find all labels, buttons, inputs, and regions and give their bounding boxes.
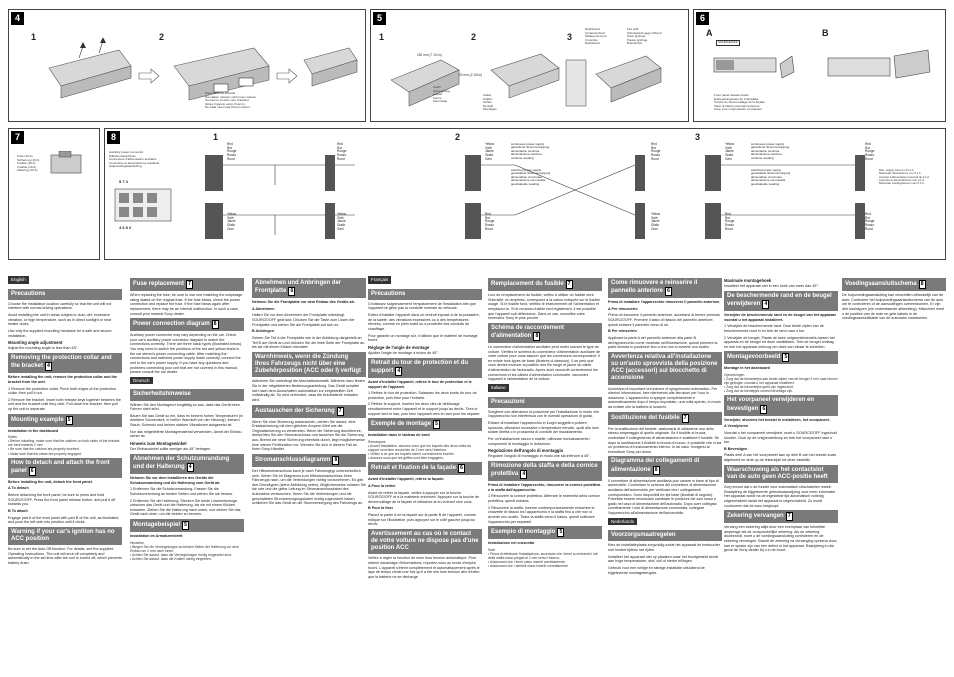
deutsch-fb-text: Setzen Sie Teil A der Frontplatte wie in der Abbildung dargestellt an Teil B am Gerät an und drücken Sie die linke Seite der Frontplatte an, bis sie mit einem Klicken einrastet. — [252, 335, 366, 350]
figure-6-label-a: A — [706, 28, 713, 38]
deutsch-fuse-heading-text: Austauschen der Sicherung — [255, 407, 335, 414]
francais-remove-heading-text: Retrait du tour de protection et du support — [371, 359, 468, 374]
nederlands-power-text: De hulpvoedingsaansluiting kan verschillen afhankelijk van de auto. Controleer het hulpvoedingsaansluitschema van de auto om te controleren of de aansluitingen overeenkomen. Er zijn drie basistypen (zie onderstaande afbeelding). Misschien moet u de posities van de rode en gele kabels in de voedingsaansluitkabel van de autoradio omwisselen. — [842, 293, 945, 321]
wire-red-1b: Red Rot Rouge Rosso Rood — [337, 142, 347, 161]
italiano-panel-text: Prima di installare l'apparecchio rimuovere il pannello anteriore. — [608, 300, 721, 305]
english-angle-text: Adjust the mounting angle to less than 45°. — [8, 346, 79, 351]
francais-remove-box: 4 — [395, 367, 402, 376]
nederlands-pb: B Bevestigen — [724, 446, 748, 451]
nederlands-mount-heading — [724, 351, 838, 364]
italiano-mount-notes: Note • Prima di effettuare l'installazione, accertarsi che i fermi su entrambi i lati della staffa siano piegati di 2 mm verso l'interno. • Assicurarsi che i fermi siano inseriti correttamente. • Assicurarsi che i dentelli siano inseriti correttamente. — [488, 547, 598, 569]
francais-power-heading-text: Schéma de raccordement d'alimentation — [491, 324, 565, 339]
english-detach-b: B To attach — [8, 508, 28, 513]
francais-remove-step-1: 1 Retirez le tour de protection. Saisissez les deux bords du tour de protection, puis tirez pour l'extraire. — [368, 391, 477, 400]
deutsch-power-heading-text: Stromanschlussdiagramm — [255, 456, 331, 463]
francais-fuse-heading — [488, 278, 602, 291]
deutsch-remove-box: 4 — [187, 463, 194, 472]
figure-5-dim-height: 53 mm (2 1/8 in) — [459, 73, 483, 77]
english-detach-box: 6 — [29, 467, 36, 476]
english-mount-heading-text: Mounting example — [11, 416, 64, 423]
italiano-fuse-text: Per la sostituzione del fusibile, assicurarsi di utilizzarne uno dello stesso amperaggio di quello originale. Se il fusibile si brucia, controllare il collegamento di alimentazione e sostituire il fusibile. Se dopo la sostituzione il fusibile si brucia di nuovo, è possibile che vi sia un problema di funzionamento interno. In tal caso, rivolgersi al rivenditore Sony più vicino. — [608, 426, 722, 454]
source-off-label: SOURCE/OFF — [718, 40, 738, 44]
francais-angle-text: Ajustez l'angle de montage à moins de 45°. — [368, 351, 439, 356]
english-power-text: Auxiliary power connector may vary depending on the car. Check your car's auxiliary power connector diagram to match the connections correctly. There are three basic types (illustrated below). You may need to switch the positions of the red and yellow leads in the car stereo's power connecting cable. After matching the connections and switched power supply leads correctly, connect the unit to the car's power supply. If you have any questions and problems connecting your unit that are not covered in this manual, please consult the car dealer. — [130, 333, 243, 375]
english-fuse-heading — [130, 278, 244, 291]
nederlands-panel-heading — [724, 395, 838, 415]
francais-prec-heading: Précautions — [368, 289, 482, 300]
figure-4-step-2: 2 — [159, 32, 165, 42]
figure-5-catch: Catch Verriegelung Loquet Fermo Klemmetje — [433, 85, 450, 104]
connector-illustration — [111, 179, 195, 249]
italiano-panel-box: 6 — [665, 287, 672, 296]
wire-red-3b: Red Rot Rouge Rosso Rood — [865, 142, 875, 161]
english-prec-2: Avoid installing the unit in areas subject to dust, dirt, excessive vibration, or high temperature, such as in direct sunlight or near heater ducts. — [8, 313, 112, 327]
italiano-fuse-heading-text: Sostituzione del fusibile — [611, 414, 680, 421]
nederlands-mount-notes: Opmerkingen • Zorg dat de klemmetjes aan beide zijden van de beugel 2 mm naar binnen zijn gebogen voordat u het apparaat installeert. • Zorg dat de klemmetjes goed zijn ingebracht. • Zorg dat de klemlipjes correct bevestigd zijn. — [724, 373, 838, 394]
italiano-pa: A Per rimuoverlo — [608, 306, 638, 311]
italiano-remove-heading-text: Rimozione della staffa e della cornice protettiva — [491, 463, 598, 478]
deutsch-mount-box: 5 — [182, 521, 189, 530]
nederlands-fuse-box: 7 — [786, 512, 793, 521]
figure-8-note-3: Max. supply current of 0.1 A Maximaler Speisestrom von 0,1 A Courant d'alimentation maximal de 0,1 A Corrente di alimentazione max 0,1 A Maximale voedingsstroom van 0,1 A — [879, 168, 930, 186]
english-mount-notes: Notes • Before installing, make sure that the catches on both sides of the bracket are bent inwards 2 mm. • Be sure that the catches are properly inserted. • Make sure that the claws are properly engaged. — [8, 435, 120, 456]
figure-7-panel — [8, 128, 100, 260]
francais-fb: B Pour la fixer — [368, 506, 394, 511]
nederlands-pb-text: Plaats deel A van het voorpaneel aan op deel B van het toestel zoals afgebeeld en druk op de linkerzijde tot deze vastklikt. — [724, 453, 837, 463]
english-detach-b-text: Engage part A of the front panel with part B of the unit, as illustrated, and push the left side into position until it clicks. — [8, 515, 120, 525]
nederlands-warning-text: Zorg ervoor dat u de functie voor automatisch uitschakelen instelt. Raadpleeg de bijgeleverde gebruiksaanwijzing voor meer informatie. Het apparaat wordt na de ingestelde tijd automatisch volledig uitgeschakeld nadat het apparaat is uitgeschakeld. Zo wordt voorkomen dat de accu leegloopt. — [724, 485, 836, 508]
nederlands-prec-1: Kies de installatieplaats zorgvuldig zodat het apparaat de bestuurder niet hindert tijdens het rijden. — [608, 543, 720, 553]
wire-red-2a: Red Rot Rouge Rosso Rood — [485, 212, 495, 231]
english-mount-box: 5 — [66, 416, 73, 425]
figure-8-step-2: 2 — [455, 132, 461, 142]
nederlands-fuse-text: Vervang een zekering altijd door een exemplaar van hetzelfde amperage als de oorspronkelijke zekering. Als de zekering doorbrandt, moet u de voedingsaansluiting controleren en de zekering vervangen. Brandt de zekering na vervanging opnieuw door, kan er sprake zijn van een defect in het apparaat. Raadpleeg in dat geval de Sony-dealer bij u in de buurt. — [724, 525, 838, 553]
english-remove-step-2: 2 Remove the bracket. Insert both release keys together between the unit and the bracket until they click. Pull down the bracket, then pull up the unit to separate. — [8, 397, 121, 411]
francais-facade-heading-text: Retrait et fixation de la façade — [371, 465, 457, 472]
deutsch-fuse-box: 7 — [337, 407, 344, 416]
francais-mount-notes: Remarques • Avant l'installation, assurez-vous que les loquets des deux côtés du support sont bien recourbés de 2 mm vers l'intérieur. • Veillez à ce que les loquets soient correctement insérés. • Assurez-vous que les griffes sont bien engagées. — [368, 439, 472, 461]
nederlands-power-box: 8 — [919, 280, 926, 289]
english-warning-text: Be sure to set the Auto Off function. For details, see the supplied Operating Instructions. The unit will shut off completely and automatically in the set time after the unit is turned off, which prevents battery drain. — [8, 547, 122, 566]
francais-fa: A Pour la retirer — [368, 483, 396, 488]
figure-5-claws: Claws Krallen Griffes Dentelli Klemlipjes — [483, 93, 497, 112]
wire-yellow-2b: Yellow Gelb Jaune Giallo Geel — [651, 212, 661, 231]
deutsch-safety-heading: Sicherheitshinweise — [130, 389, 244, 400]
nederlands-prec-2: Installeer het apparaat niet op plaatsen waar het blootgesteld wordt aan hoge temperaturen, stof, vuil of sterke trillingen. — [608, 554, 718, 564]
english-remove-step-1: 1 Remove the protection collar. Pinch both edges of the protection collar, then pull it out. — [8, 386, 116, 396]
italiano-pb-text: Applicare la parte A del pannello anteriore alla parte B dell'apparecchio come mostrato nell'illustrazione, quindi premere la parte sinistra in posizione fino a che non si avverte uno scatto. — [608, 335, 718, 350]
english-fuse-text: When replacing the fuse, be sure to use one matching the amperage rating stated on the original fuse. If the fuse blows, check the power connection and replace the fuse. If the fuse blows again after replacement, there may be an internal malfunction. In such a case, consult your nearest Sony dealer. — [130, 293, 243, 316]
deutsch-angle-text: Der Einbauwinkel sollte weniger als 45° betragen. — [130, 447, 212, 452]
figure-5-step-3: 3 — [567, 32, 573, 42]
figure-6-number: 6 — [696, 12, 709, 25]
nederlands-remove-text: Verwijder de beschermende rand en de beugel van het apparaat voordat u het apparaat installeert. — [724, 313, 836, 322]
deutsch-warning-text: Aktivieren Sie unbedingt die Abschaltautomatik. Näheres dazu finden Sie in der mitgelieferten Bedienungsanleitung. Das Gerät schaltet sich nach dem Ausschalten automatisch zur eingestellten Zeit vollständig ab. So wird verhindert, dass die Autobatterie entladen wird. — [252, 379, 365, 402]
nederlands-panel-heading-text: Het voorpaneel verwijderen en bevestigen — [727, 397, 815, 412]
nederlands-pa-text: Voordat u het voorpaneel verwijdert, moet u SOURCE/OFF ingedrukt houden. Druk op de ontgrendelknop en trek het voorpaneel naar u toe. — [724, 430, 837, 445]
italiano-prec-2: Evitare di installare l'apparecchio in luoghi soggetti a polvere, sporcizia, vibrazioni eccessive o temperature elevate, quali alla luce solare diretta o in prossimità di condotti del riscaldamento. — [488, 421, 599, 435]
italiano-prec-1: Scegliere con attenzione la posizione per l'installazione in modo che l'apparecchio non interferisca con le normali operazioni di guida. — [488, 409, 600, 419]
deutsch-fa: A Abnehmen — [252, 306, 275, 311]
francais-facade-text: Avant d'installer l'appareil, retirez la façade. — [368, 477, 445, 482]
column-francais-1 — [368, 276, 482, 582]
wire-red-1a: Red Rot Rouge Rosso Rood — [227, 142, 237, 161]
deutsch-remove-heading-text: Abnehmen der Schutzumrandung und der Halterung — [133, 455, 230, 470]
deutsch-safety-1: Wählen Sie den Montageort sorgfältig so aus, dass das Gerät beim Fahren nicht stört. — [130, 402, 240, 412]
francais-prec-3: Pour garantir un montage sûr, n'utilisez que le matériel de montage fourni. — [368, 333, 478, 343]
deutsch-remove-step-2: 2 Entfernen Sie die Halterung. Stecken Sie beide Lösewerkzeuge zwischen das Gerät und die Halterung, bis sie mit einem Klicken einrasten. Ziehen Sie die Halterung nach unten, und ziehen Sie das Gerät nach oben, um die beiden zu trennen. — [130, 498, 241, 517]
nederlands-fuse-heading-text: Zekering vervangen — [727, 513, 784, 520]
deutsch-remove-heading — [130, 454, 244, 474]
italiano-remove-step-2: 2 Rimuovere la staffa. Inserire contemporaneamente entrambe le chiavette di rilascio tra l'apparecchio e la staffa fino a che non si avverte uno scatto. Tirare la staffa verso il basso, quindi sollevare l'apparecchio per separarli. — [488, 505, 595, 524]
deutsch-remove-text: Nehmen Sie vor dem Installieren des Geräts die Schutzumrandung und die Halterung vom Gerät ab. — [130, 476, 221, 485]
english-precautions-heading: Precautions — [8, 289, 122, 300]
figure-4-panel — [8, 9, 366, 122]
deutsch-frontplate-box: 6 — [288, 287, 295, 296]
italiano-fuse-box: 7 — [682, 414, 689, 423]
english-remove-heading — [8, 353, 122, 373]
italiano-panel-heading-text: Come rimuovere e reinserire il pannello anteriore — [611, 280, 698, 295]
figure-6-label-b: B — [822, 28, 829, 38]
nederlands-remove-heading — [724, 291, 838, 311]
francais-fuse-box: 7 — [566, 280, 573, 289]
aux-power-connector-label: Auxiliary power connector Hilfsstromanschluss Connecteur d'alimentation auxiliaire Connettore di alimentazione ausiliaria Hulpvoedingsaansluiting — [109, 150, 160, 169]
lang-tag-francais: Français — [368, 276, 391, 284]
italiano-warning-text: Accertarsi di impostare la funzione di spegnimento automatico. Per ulteriori informazioni, fare riferimento alle istruzioni per l'uso in dotazione. L'apparecchio si spegne completamente e automaticamente dopo il tempo impostato, una volta spento, in modo da evitare che la batteria si scarichi. — [608, 386, 721, 410]
nederlands-power-heading-text: Voedingsaansluitschema — [845, 281, 917, 287]
lang-tag-italiano: Italiano — [488, 384, 509, 392]
deutsch-frontplate-heading-text: Abnehmen und Anbringen der Frontplatte — [255, 280, 342, 295]
italiano-remove-text: Prima di installare l'apparecchio, rimuovere la cornice protettiva e la staffa dall'apparecchio. — [488, 483, 601, 492]
figure-8-panel — [104, 128, 946, 260]
francais-fuse-text: Lors du remplacement du fusible, veillez à utiliser un fusible dont l'intensité, en ampères, correspond à la valeur indiquée sur le fusible usagé. Si le fusible fond, vérifiez le branchement de l'alimentation et remplacez-le. Si le nouveau fusible fond également, il est possible que l'appareil soit défectueux. Dans ce cas, consultez votre revendeur Sony le plus proche. — [488, 293, 601, 321]
figure-5-firewall: Fire wall Schutzwand gegen Brand Paroi ignifuge Parete ignifuga Brandschot — [627, 27, 662, 46]
english-detach-a: A To detach — [8, 486, 29, 491]
english-power-heading-text: Power connection diagram — [133, 321, 210, 328]
nederlands-angle-heading: Maximale montagehoek — [724, 278, 772, 283]
deutsch-warning-heading: Warnhinweis, wenn die Zündung Ihres Fahrzeugs nicht über eine Zubehörposition (ACC oder I) verfügt — [252, 352, 366, 378]
english-fuse-heading-text: Fuse replacement — [133, 281, 185, 287]
switched-power-3: switched power supply geschaltete Stromversorgung alimentation commutée alimentazione commutata geschakelde voeding — [751, 168, 791, 186]
connector-pins-top: 5 7 3 — [119, 179, 128, 184]
italiano-pb: B Per reinserirlo — [608, 329, 637, 334]
nederlands-mount-heading-text: Montagevoorbeeld — [727, 354, 781, 361]
deutsch-safety-3: Nur das mitgelieferte Montagematerial verwenden, damit der Einbau sicher ist. — [130, 429, 242, 439]
nederlands-remove-step-2: 2 Verwijder de beugel. Plaats de twee ontgrendelsleutels tussen het apparaat en de beugel tot deze vastklikken. Trek de beugel omlaag en trek het apparaat omhoog om deze van elkaar te scheiden. — [724, 335, 835, 349]
francais-fa-text: Avant de retirer la façade, veillez à appuyer sur la touche SOURCE/OFF et à la maintenir enfoncée. Appuyez sur la touche de déverrouillage de la façade et détachez-la en la tirant vers vous. — [368, 490, 480, 504]
italiano-power-heading-text: Diagramma dei collegamenti di alimentazione — [611, 458, 700, 473]
francais-mount-sub: Installation dans le tableau de bord — [368, 433, 430, 438]
nederlands-warning-heading: Waarschuwing als het contactslot van de auto geen ACC-positie heeft — [724, 465, 838, 483]
italiano-remove-box: 4 — [520, 470, 527, 479]
continuous-power-2: continuous power supply garantierte Stromversorgung alimentation continue alimentazione continua continue voeding — [511, 142, 550, 160]
nederlands-pa: A Verwijderen — [724, 424, 749, 429]
figure-5-panel — [370, 9, 689, 122]
deutsch-power-heading — [252, 454, 366, 467]
wire-red-3a: Red Rot Rouge Rosso Rood — [725, 212, 735, 231]
italiano-prec-3: Per un'installazione sicura e stabile, utilizzare esclusivamente i componenti di montaggio in dotazione. — [488, 436, 591, 446]
column-english-1 — [8, 276, 122, 568]
nederlands-panel-box: 6 — [760, 405, 767, 414]
fuse-illustration — [49, 151, 93, 181]
italiano-remove-heading — [488, 461, 602, 481]
english-prec-3: Use only the supplied mounting hardware for a safe and secure installation. — [8, 328, 112, 338]
francais-mount-heading — [368, 418, 482, 431]
column-nederlands-3 — [842, 276, 946, 323]
francais-prec-2: Evitez d'installer l'appareil dans un endroit exposé à de la poussière, de la saleté, des vibrations excessives ou à des températures élevées, comme en plein soleil ou à proximité des conduits de chauffage. — [368, 313, 480, 331]
figure-7-number: 7 — [11, 131, 24, 144]
deutsch-power-text: Der Hilfsstromanschluss kann je nach Fahrzeugtyp unterschiedlich sein. Sehen Sie im Diagramm zum Hilfsstromanschluss Ihres Fahrzeugs nach, um die Verbindungen richtig vorzunehmen. Es gibt drei Grundtypen (siehe Abbildung unten). Möglicherweise müssen Sie die rote und die gelbe Leitung im Stromanschlusskabel des Autoradios vertauschen. Wenn Sie die Verbindungen und die geschalteten Stromversorgungskabel richtig zugeordnet haben, schließen Sie das Gerät an die Stromversorgung des Fahrzeugs an. — [252, 468, 366, 506]
italiano-mount-heading — [488, 526, 602, 539]
column-italiano-2 — [608, 276, 722, 577]
figure-8-step-3: 3 — [695, 132, 701, 142]
italiano-mount-heading-text: Esempio di montaggio — [491, 529, 556, 536]
wire-red-3c: Red Rot Rouge Rosso Rood — [865, 212, 875, 231]
deutsch-remove-step-1: 1 Entfernen Sie die Schutzumrandung. Fassen Sie die Schutzumrandung an beiden Seiten und ziehen Sie sie heraus. — [130, 487, 234, 496]
english-power-heading — [130, 318, 244, 331]
italiano-mount-box: 5 — [557, 528, 564, 537]
deutsch-frontplate-heading — [252, 278, 366, 298]
english-angle-heading: Mounting angle adjustment — [8, 340, 63, 346]
francais-warning-text: Veillez à régler la fonction de mise hors tension automatique. Pour obtenir davantage d'informations, reportez-vous au mode d'emploi fourni. L'appareil s'éteint complètement et automatiquement après le laps de temps choisi une fois qu'il a été mis hors tension afin d'éviter que la batterie ne se décharge. — [368, 556, 480, 579]
francais-facade-heading — [368, 462, 482, 475]
figure-4-illustration — [39, 38, 359, 120]
wiring-diagram-2 — [465, 142, 695, 255]
english-remove-box: 4 — [45, 362, 52, 371]
english-detach-heading-text: How to detach and attach the front panel — [11, 459, 110, 474]
nederlands-mount-box: 5 — [782, 353, 789, 362]
english-remove-text: Before installing the unit, remove the protection collar and the bracket from the unit. — [8, 375, 118, 384]
deutsch-power-box: 8 — [332, 456, 339, 465]
nederlands-mount-sub: Montage in het dashboard — [724, 366, 770, 371]
italiano-pa-text: Prima di rimuovere il pannello anteriore, accertarsi di tenere premuto SOURCE/OFF. Premere il tasto di rilascio del pannello anteriore, quindi estrarre il pannello verso di sé. — [608, 313, 721, 327]
figure-4-caption: Face the hook inwards. Die Haken müssen nach innen weisen. Tournez le crochet vers l'intérieur. Girare il gancio verso l'interno. De haak moet naar binnen wijzen. — [205, 91, 257, 110]
figure-6-illustration — [708, 46, 944, 90]
lang-tag-deutsch: Deutsch — [130, 377, 153, 385]
nederlands-remove-box: 4 — [762, 300, 769, 309]
figure-5-dim-width: 182 mm (7 1/4 in) — [417, 53, 442, 57]
continuous-power-3: continuous power supply garantierte Stromversorgung alimentation continue alimentazione continua continue voeding — [751, 142, 790, 160]
deutsch-frontplate-text: Nehmen Sie die Frontplatte vor dem Einbau des Geräts ab. — [252, 300, 355, 305]
francais-power-text: Le connecteur d'alimentation auxiliaire peut varier suivant le type de voiture. Vérifiez le schéma du connecteur d'alimentation auxiliaire de votre voiture pour vous assurer que les connexions correspondent. Il en existe trois types de base (illustrés ci-dessous). Il se peut que vous deviez inverser la position des fils rouge et jaune du câble d'alimentation de l'autoradio. Après avoir raccordé correctement les connexions et les câbles d'alimentation commutée, raccordez l'appareil à l'alimentation de la voiture. — [488, 344, 601, 382]
italiano-angle-text: Regolare l'angolo di montaggio in modo che sia inferiore a 45°. — [488, 454, 591, 459]
francais-mount-heading-text: Exemple de montage — [371, 421, 432, 428]
francais-facade-box: 6 — [458, 464, 465, 473]
english-detach-a-text: Before detaching the front panel, be sure to press and hold SOURCE/OFF. Press the front panel release button, and pull it off towards you. — [8, 493, 116, 507]
english-remove-heading-text: Removing the protection collar and the bracket — [11, 355, 112, 370]
column-nederlands-2 — [724, 276, 838, 555]
english-detach-heading — [8, 458, 122, 478]
francais-remove-heading — [368, 358, 482, 378]
francais-warning-heading: Avertissement au cas où le contact de votre voiture ne dispose pas d'une position ACC — [368, 529, 482, 555]
nederlands-power-heading — [842, 278, 946, 291]
deutsch-safety-2: Bauen Sie das Gerät so ein, dass es keinem hohen Temperaturen (in direktem Sonnenlicht, in heißer Warmluft von der Heizung), keinem Staub, Schmutz und keinen starken Vibrationen ausgesetzt ist. — [130, 413, 243, 428]
nederlands-panel-text: Verwijder, alvorens het toestel te installeren, het voorpaneel. — [724, 417, 830, 422]
wire-yellow-2a: Yellow Gelb Jaune Giallo Geel — [485, 142, 495, 161]
nederlands-prec-heading: Voorzorgsmaatregelen — [608, 530, 722, 541]
francais-fuse-heading-text: Remplacement du fusible — [491, 281, 564, 287]
english-fuse-box: 7 — [186, 280, 193, 289]
figure-5-number: 5 — [373, 12, 386, 25]
francais-power-heading — [488, 323, 602, 343]
deutsch-fa-text: Halten Sie vor dem Abnehmen der Frontplatte unbedingt SOURCE/OFF gedrückt. Drücken Sie die Taste zum Lösen der Frontplatte und ziehen Sie die Frontplatte auf sich zu. — [252, 313, 355, 327]
english-prec-1: Choose the installation location carefully so that the unit will not interfere with normal driving operations. — [8, 301, 112, 311]
column-deutsch-2 — [252, 276, 366, 508]
italiano-remove-step-1: 1 Rimuovere la cornice protettiva. Afferrare le estremità della cornice protettiva, quindi estrarla. — [488, 494, 600, 504]
deutsch-fuse-heading — [252, 405, 366, 418]
lang-tag-english: English — [8, 276, 29, 284]
francais-remove-step-2: 2 Retirez le support. Insérez les deux clés de déblocage simultanément entre l'appareil et le support jusqu'au déclic. Tirez le support vers le bas, puis tirez l'appareil vers le haut pour les séparer. — [368, 402, 481, 416]
column-francais-2 — [488, 276, 602, 570]
figure-8-number: 8 — [107, 131, 120, 144]
figure-6-panel — [693, 9, 946, 122]
figure-8-step-1: 1 — [213, 132, 219, 142]
italiano-mount-sub: Installazione nel cruscotto — [488, 541, 535, 546]
wiring-diagram-1 — [205, 142, 435, 255]
francais-angle-heading: Réglage de l'angle de montage — [368, 344, 430, 350]
deutsch-fb: B Anbringen — [252, 329, 274, 334]
english-warning-heading: Warning if your car's ignition has no ACC position — [8, 527, 122, 545]
figure-5-illustration — [381, 40, 681, 120]
francais-mount-box: 5 — [433, 420, 440, 429]
italiano-fuse-heading — [608, 412, 722, 425]
italiano-power-text: Il connettore di alimentazione ausiliaria può variare in base al tipo di automobile. Controllare lo schema del connettore di alimentazione ausiliaria dell'automobile per verificare che i collegamenti corrispondano. Sono disponibili tre tipi base (illustrati di seguito). Potrebbe essere necessario cambiare le posizioni dei cavi rosso e giallo nel cavo di alimentazione dell'autoradio. Dopo aver collegato correttamente i cavi di alimentazione commutata, collegare l'apparecchio all'alimentazione dell'automobile. — [608, 478, 719, 515]
francais-fb-text: Placez la partie A de la façade sur la partie B de l'appareil, comme indiqué sur l'illustration, puis appuyez sur le côté gauche jusqu'au déclic. — [368, 513, 477, 527]
italiano-panel-heading — [608, 278, 722, 298]
deutsch-mount-heading-text: Montagebeispiel — [133, 522, 181, 528]
nederlands-remove-step-1: 1 Verwijder de beschermende rand. Druk beide zijden van de beschermende rand in en trek de rand naar u toe. — [724, 324, 824, 333]
nederlands-prec-3: Gebruik voor een veilige en stevige installatie uitsluitend de bijgeleverde montagebeugels. — [608, 565, 705, 575]
nederlands-remove-heading-text: De beschermende rand en de beugel verwijderen — [727, 292, 832, 308]
connector-pins-bottom: 4 6 8 2 — [119, 225, 132, 230]
wire-yellow-1a: Yellow Gelb Jaune Giallo Geel — [227, 212, 237, 231]
italiano-power-heading — [608, 456, 722, 476]
english-mount-heading — [8, 414, 122, 427]
figure-5-step-1: 1 — [379, 32, 385, 42]
deutsch-angle-heading: Hinweis zum Montagewinkel — [130, 440, 187, 446]
francais-power-box: 8 — [533, 332, 540, 341]
figure-4-step-1: 1 — [31, 32, 37, 42]
english-power-box: 8 — [212, 320, 219, 329]
wire-yellow-1b: Yellow Gelb Jaune Giallo Geel — [337, 212, 347, 231]
francais-remove-text: Avant d'installer l'appareil, retirez le tour de protection et le support de l'appareil. — [368, 379, 472, 389]
deutsch-mount-sub: Installation im Armaturenbrett — [130, 534, 183, 538]
nederlands-fuse-heading — [724, 510, 838, 523]
francais-prec-1: Choisissez soigneusement l'emplacement de l'installation afin que l'appareil ne gêne pas la conduite normale du véhicule. — [368, 301, 476, 311]
figure-5-dashboard: Dashboard Armaturenbrett Tableau de bord Cruscotto Dashboard — [585, 27, 607, 46]
nederlands-angle-text: Installeer het apparaat niet in een hoek van meer dan 45°. — [724, 284, 819, 289]
english-mount-sub: Installation in the dashboard — [8, 428, 59, 433]
english-detach-text: Before installing the unit, detach the front panel. — [8, 479, 93, 484]
figure-5-step-2: 2 — [471, 32, 477, 42]
switched-power-2: switched power supply geschaltete Stromversorgung alimentation commutée alimentazione commutata geschakelde voeding — [511, 168, 551, 186]
deutsch-mount-notes: Hinweise • Biegen Sie die Verriegelungen an beiden Seiten der Halterung vor dem Einbau um 2 mm nach innen. • Achten Sie darauf, dass die Verriegelungen richtig eingesetzt sind. • Achten Sie darauf, dass die Krallen richtig eingreifen. — [130, 540, 239, 561]
figure-6-caption: Front panel release button Entriegelungstaste für Frontplatte Touche de déverrouillage de la façade Tasto di rilascio pannello anteriore Knop voor ontgrendelen voorpaneel — [714, 93, 765, 112]
wire-yellow-3a: Yellow Gelb Jaune Giallo Geel — [725, 142, 735, 161]
italiano-prec-heading: Precauzioni — [488, 397, 602, 408]
deutsch-mount-heading — [130, 519, 244, 532]
lang-tag-nederlands: Nederlands — [608, 518, 637, 526]
italiano-warning-heading: Avvertenza relativa all'installazione su un'auto sprovvista della posizione ACC (accessori) sul blocchetto di accensione — [608, 352, 722, 385]
figure-4-number: 4 — [11, 12, 24, 25]
italiano-power-box: 8 — [653, 466, 660, 475]
fuse-label: Fuse (10 A) Sicherung (10 A) Fusible (10 A) Fusibile (10 A) Zekering (10 A) — [17, 154, 40, 173]
deutsch-fuse-text: Wenn Sie eine Sicherung austauschen, achten Sie darauf, eine Ersatzsicherung mit dem gleichen Ampere-Wert wie die Originalsicherung zu verwenden. Wenn die Sicherung durchbrennt, überprüfen Sie den Stromanschluss und tauschen Sie die Sicherung aus. Brennt die neue Sicherung ebenfalls durch, liegt möglicherweise eine interne Fehlfunktion vor. Wenden Sie sich in diesem Fall an Ihren Sony-Händler. — [252, 419, 365, 452]
italiano-angle-heading: Regolazione dell'angolo di montaggio — [488, 448, 564, 454]
wire-red-2b: Red Rot Rouge Rosso Rood — [651, 142, 661, 161]
column-english-2 — [130, 276, 244, 563]
wiring-diagram-3 — [705, 142, 935, 255]
